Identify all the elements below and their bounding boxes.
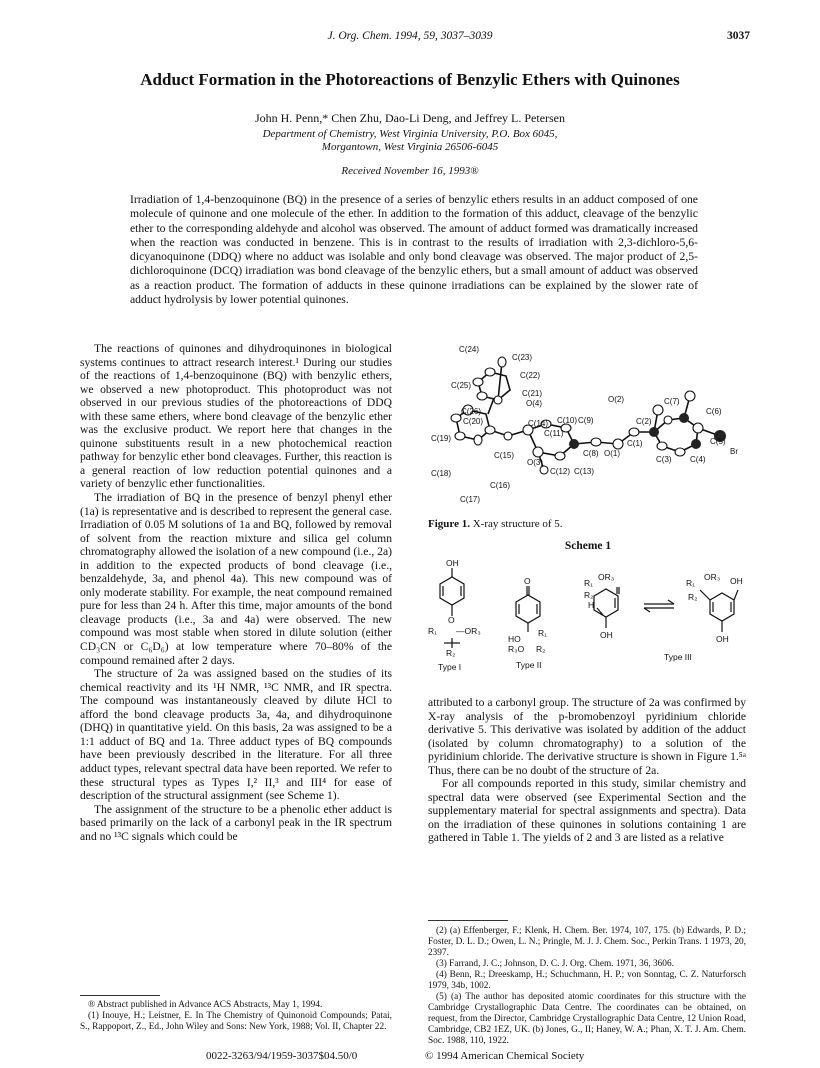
atom-label: C(2) [636,417,652,426]
footnote-rule [428,920,508,921]
scheme-label: R₁ [686,578,696,588]
atom-label: C(11) [544,429,564,438]
atom-label: C(17) [460,495,481,504]
footnote: (4) Benn, R.; Dreeskamp, H.; Schuchmann, H. P.; von Sonntag, C. Z. Naturforsch 1979, 34b, 1002. [428,970,746,991]
paragraph: For all compounds reported in this study, similar chemistry and spectral data were observed (see Experimental Section and the supplementary material for spectral assignments and spectra). Data on the irradiation of these quinones in solutions containing 1 are gathered in Table 1. The yields of 2 and 3 are listed as a relative [428,777,746,845]
affiliation-line: Department of Chemistry, West Virginia University, P.O. Box 6045, [262,128,558,140]
author-list: John H. Penn,* Chen Zhu, Dao-Li Deng, and Jeffrey L. Petersen [254,111,566,125]
atom-label: C(13) [574,467,595,476]
scheme-label: OH [446,558,459,568]
scheme-label: H [588,600,595,610]
scheme-label: R₂ [688,592,698,602]
scheme-1-structures [428,556,758,686]
atom-label: C(10) [557,416,578,425]
paragraph: attributed to a carbonyl group. The structure of 2a was confirmed by X-ray analysis of the p-bromobenzoyl pyridinium chloride derivative 5. This derivative was isolated by addition of the adduct (isolated by column chromatography) to a solution of the pyridinium chloride. The derivative structure is shown in Figure 1.⁵ᵃ Thus, there can be no doubt of the structure of 2a. [428,696,746,777]
atom-label: C(3) [656,455,672,464]
atom-label: C(8) [583,449,599,458]
paragraph: The irradiation of BQ in the presence of benzyl phenyl ether (1a) is representative and is described to represent the general case. Irradiation of 0.05 M solutions of 1a and BQ, followed by removal of solvent from the reaction mixture and silica gel column chromatography allowed the isolation of a new compound (i.e., 2a) in addition to the expected products of bond cleavage (i.e., benzaldehyde, 3a, and phenol 4a). This new compound was of only moderate stability. For example, the neat compound remained pure for less than 24 h. After this time, major amounts of the bond cleavage products (i.e., 3a and 4a) were observed. The new compound was most stable when stored in dilute solution (either CD₃CN or C₆D₆) at low temperature where 70–80% of the compound remained after 2 days. [80,491,392,667]
scheme-type-label: Type III [664,652,692,662]
scheme-label: O [448,615,455,625]
footer-code: 0022-3263/94/1959-3037$04.50/0 [206,1050,358,1062]
abstract: Irradiation of 1,4-benzoquinone (BQ) in the presence of a series of benzylic ethers results in an adduct composed of one molecule of quinone and one molecule of the ether. In addition to the formation of this adduct, cleavage of the benzylic ether to the corresponding aldehyde and alcohol was observed. The amount of adduct formed was dramatically increased when the reaction was conducted in benzene. This is in contrast to the results of irradiation with 2,3-dichloro-5,6-dicyanoquinone (DDQ) where no adduct was isolable and only bond cleavage was observed. The major product of 2,5-dichloroquinone (DCQ) irradiation was bond cleavage of the benzylic ethers, but a small amount of adduct was observed as a reaction product. The formation of adducts in these quinone irradiations can be explained by the slower rate of adduct hydrolysis by lower potential quinones. [130,193,698,307]
figure-caption [428,518,563,530]
atom-label: C(14) [528,419,549,428]
scheme-label: OH [730,576,743,586]
running-header: J. Org. Chem. 1994, 59, 3037–3039 [327,30,493,42]
atom-label: C(7) [664,397,680,406]
atom-label: C(16) [490,481,511,490]
scheme-label: R₂ [536,644,546,654]
footnote: (1) Inouye, H.; Leistner, E. In The Chemistry of Quinonoid Compounds; Patai, S., Rappoport, Z., Ed., John Wiley and Sons: New York, 1988; Vol. II, Chapter 22. [80,1011,392,1032]
right-column [428,696,746,845]
scheme-label: —OR₃ [456,626,481,636]
atom-label: C(26) [461,407,482,416]
scheme-title: Scheme 1 [564,540,612,552]
footnote: (2) (a) Effenberger, F.; Klenk, H. Chem. Ber. 1974, 107, 175. (b) Edwards, P. D.; Foster, D. L. D.; Owen, L. N.; Pringle, M. J. J. Chem. Soc., Perkin Trans. 1 1973, 20, 2397. [428,926,746,958]
atom-label: O(2) [608,395,624,404]
scheme-type-label: Type I [438,662,462,672]
atom-label: C(21) [522,389,543,398]
atom-label: O(1) [604,449,620,458]
atom-label: C(25) [451,381,472,390]
atom-label: C(20) [463,417,484,426]
affiliation-line: Morgantown, West Virginia 26506-6045 [321,141,499,153]
received-date: Received November 16, 1993® [341,165,479,177]
atom-label: C(23) [512,353,533,362]
footnote: ® Abstract published in Advance ACS Abstracts, May 1, 1994. [88,1000,323,1010]
footer-copyright: © 1994 American Chemical Society [425,1050,585,1062]
figure-label: Figure 1. [428,518,470,530]
scheme-label: R₁ [428,626,438,636]
paragraph: The assignment of the structure to be a phenolic ether adduct is based primarily on the lack of a carbonyl peak in the IR spectrum and no ¹³C signals which could be [80,802,392,843]
atom-label: C(4) [690,455,706,464]
paragraph: The reactions of quinones and dihydroquinones in biological systems continues to attract research interest.¹ During our studies of the reactions of 1,4-benzoquinone (BQ) with benzylic ethers, we observed a new photoproduct. This photoproduct was not observed in our previous studies of the photoreactions of DDQ with these same ethers, where bond cleavage of the benzylic ether was the exclusive product. We report here that changes in the quinone substituents result in a new photochemical reaction pathway for benzylic ether bond cleavages. Further, this reaction is a general reaction of low reduction potential quinones and a variety of benzylic ether functionalities. [80,342,392,491]
scheme-label: OH [600,630,613,640]
scheme-label: HO [508,634,521,644]
xray-structure-figure [428,340,768,510]
atom-label: C(12) [550,467,571,476]
scheme-type-label: Type II [516,660,542,670]
paragraph: The structure of 2a was assigned based on the studies of its chemical reactivity and its ¹H NMR, ¹³C NMR, and IR spectra. The compound was instantaneously cleaved by dilute HCl to afford the bond cleavage products 3a, 4a, and dihydroquinone (DHQ) in quantitative yield. On this basis, 2a was assigned to be a 1:1 adduct of BQ and 1a. Three adduct types of BQ compounds have been previously described in the literature. For all three adduct types, relevant spectral data have been reported. We refer to these structural types as Types I,² II,³ and III⁴ for ease of description of the structural assignment (see Scheme 1). [80,667,392,803]
scheme-label: R₂ [584,590,594,600]
footnote: (3) Farrand, J. C.; Johnson, D. C. J. Org. Chem. 1971, 36, 3606. [436,959,674,969]
atom-label: C(6) [706,407,722,416]
footnote-rule [80,995,160,996]
atom-label: C(1) [627,439,643,448]
atom-label: C(24) [459,345,480,354]
figure-caption-text: X-ray structure of 5. [472,518,563,530]
atom-label: C(18) [431,469,452,478]
atom-label: C(5) [710,437,726,446]
footnote: (5) (a) The author has deposited atomic coordinates for this structure with the Cambridge Crystallographic Data Centre. The coordinates can be obtained, on request, from the Director, Cambridge Crystallographic Data Centre, 12 Union Road, Cambridge, CB2 1EZ, UK. (b) Jones, G., II; Haney, W. A.; Phan, X. T. J. Am. Chem. Soc. 1988, 110, 1922. [428,992,746,1046]
atom-label: C(22) [520,371,541,380]
scheme-label: O [524,576,531,586]
scheme-label: OR₃ [598,572,615,582]
footnotes-left [80,1000,392,1033]
atom-label: C(19) [431,434,452,443]
scheme-label: OR₃ [704,572,721,582]
atom-label: Br [730,447,738,456]
footnotes-right [428,926,746,1047]
atom-label: C(9) [578,416,594,425]
scheme-label: OH [716,634,729,644]
atom-label: O(4) [526,399,542,408]
atom-label: C(15) [494,451,515,460]
affiliation [0,128,820,154]
article-title: Adduct Formation in the Photoreactions of Benzylic Ethers with Quinones [140,70,680,89]
scheme-label: R₁ [584,578,594,588]
atom-label: O(3) [527,458,543,467]
scheme-label: R₁ [538,628,548,638]
scheme-label: R₂ [446,648,456,658]
scheme-label: R₃O [508,644,525,654]
page-number: 3037 [727,30,750,42]
left-column [80,342,392,843]
